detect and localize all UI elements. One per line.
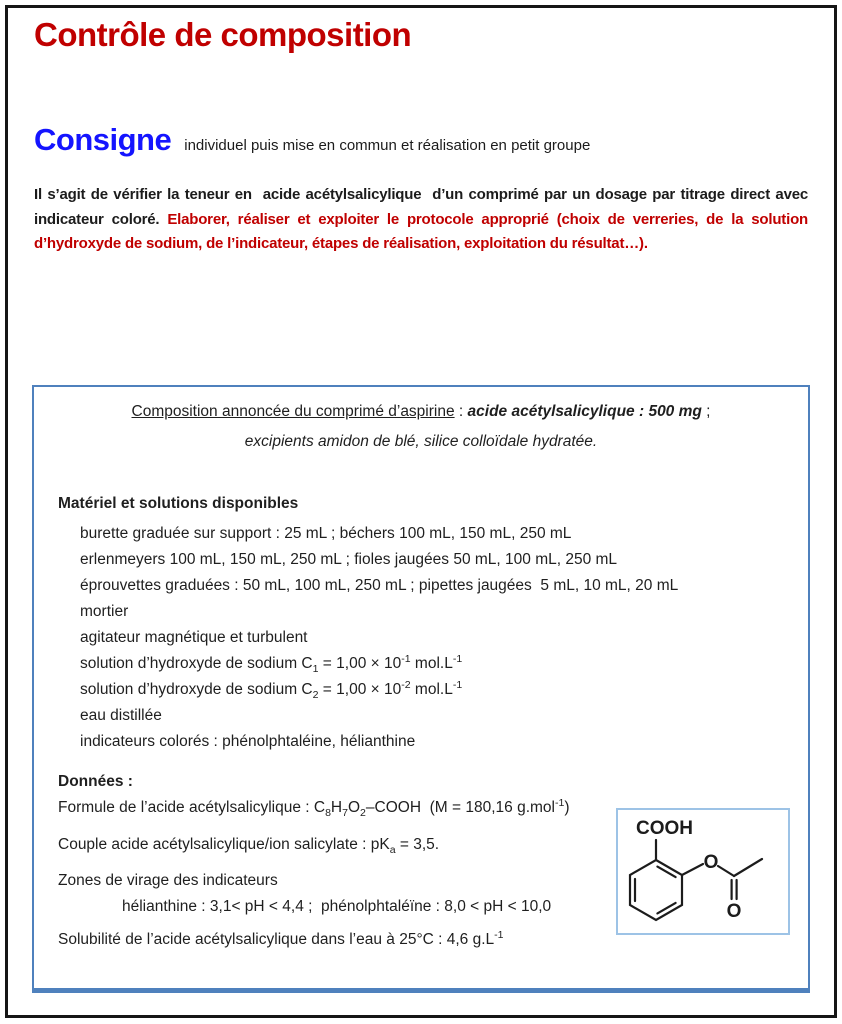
material-item: solution d’hydroxyde de sodium $C_1 = 1,00 \times 10^{-1}$ $mol.L^{-1}$	[80, 652, 463, 676]
intro-red-text: Elaborer, réaliser et exploiter le protocole approprié (choix de verreries, de la solution d’hydroxyde de sodium, de l’indicateur, étapes de réalisation, exploitation du résultat…).	[34, 210, 812, 253]
materials-list	[80, 521, 678, 755]
consigne-heading: Consigne	[34, 122, 172, 157]
page-title: Contrôle de composition	[34, 16, 412, 53]
donnees-heading: Données :	[58, 773, 133, 790]
ester-oxygen-label: O	[703, 852, 719, 873]
materials-heading: Matériel et solutions disponibles	[58, 495, 299, 512]
material-item: eau distillée	[80, 707, 162, 724]
composition-title: Composition annoncée du comprimé d’aspirine	[131, 403, 455, 420]
benzene-double-bond	[657, 903, 675, 914]
consigne-note: individuel puis mise en commun et réalisation en petit groupe	[184, 137, 591, 154]
material-item: burette graduée sur support : 25 mL ; béchers 100 mL, 150 mL, 250 mL	[80, 525, 572, 542]
intro-black-text: Il s’agit de vérifier la teneur en acide acétylsalicylique d’un comprimé par un dosage par titrage direct avec indicateur coloré.	[34, 186, 812, 228]
material-item: mortier	[80, 603, 129, 620]
material-item: éprouvettes graduées : 50 mL, 100 mL, 250 mL ; pipettes jaugées 5 mL, 10 mL, 20 mL	[80, 577, 679, 594]
aspirin-structure-svg	[618, 810, 788, 933]
structure-figure	[616, 808, 790, 935]
solubilite-line: Solubilité de l’acide acétylsalicylique dans l’eau à 25°C : 4,6 $g.L^{-1}$	[58, 928, 504, 948]
formule-line: Formule de l’acide acétylsalicylique : $C_8H_7O_2$–COOH (M = 180,16 g.mol$^{-1}$)	[58, 796, 570, 820]
composition-separator: :	[454, 403, 468, 420]
oxygen-carbonyl-bond	[718, 866, 734, 876]
material-item: indicateurs colorés : phénolphtaléine, hélianthine	[80, 733, 416, 750]
couple-line: Couple acide acétylsalicylique/ion salicylate : $pK_a = 3,5$.	[58, 836, 440, 857]
composition-value: acide acétylsalicylique : 500 mg	[467, 403, 702, 420]
carbonyl-oxygen-label: O	[726, 901, 742, 922]
benzene-ring	[630, 860, 682, 920]
methyl-bond	[734, 859, 762, 876]
composition-excipients: excipients amidon de blé, silice colloïdale hydratée.	[244, 433, 598, 450]
consigne-row	[34, 122, 590, 158]
cooh-label: COOH	[636, 818, 693, 839]
material-item: agitateur magnétique et turbulent	[80, 629, 308, 646]
benzene-double-bond	[657, 867, 675, 878]
ring-oxygen-bond	[682, 864, 703, 875]
material-item: erlenmeyers 100 mL, 150 mL, 250 mL ; fioles jaugées 50 mL, 100 mL, 250 mL	[80, 551, 618, 568]
info-box	[32, 385, 810, 993]
material-item: solution d’hydroxyde de sodium $C_2 = 1,00 \times 10^{-2}$ $mol.L^{-1}$	[80, 678, 463, 702]
zones-heading: Zones de virage des indicateurs	[58, 872, 278, 889]
intro-paragraph	[34, 183, 812, 257]
composition-tail: ;	[701, 403, 711, 420]
composition-line	[34, 403, 808, 421]
zones-detail: hélianthine : 3,1< pH < 4,4 ; phénolphtaléïne : 8,0 < pH < 10,0	[122, 898, 552, 915]
